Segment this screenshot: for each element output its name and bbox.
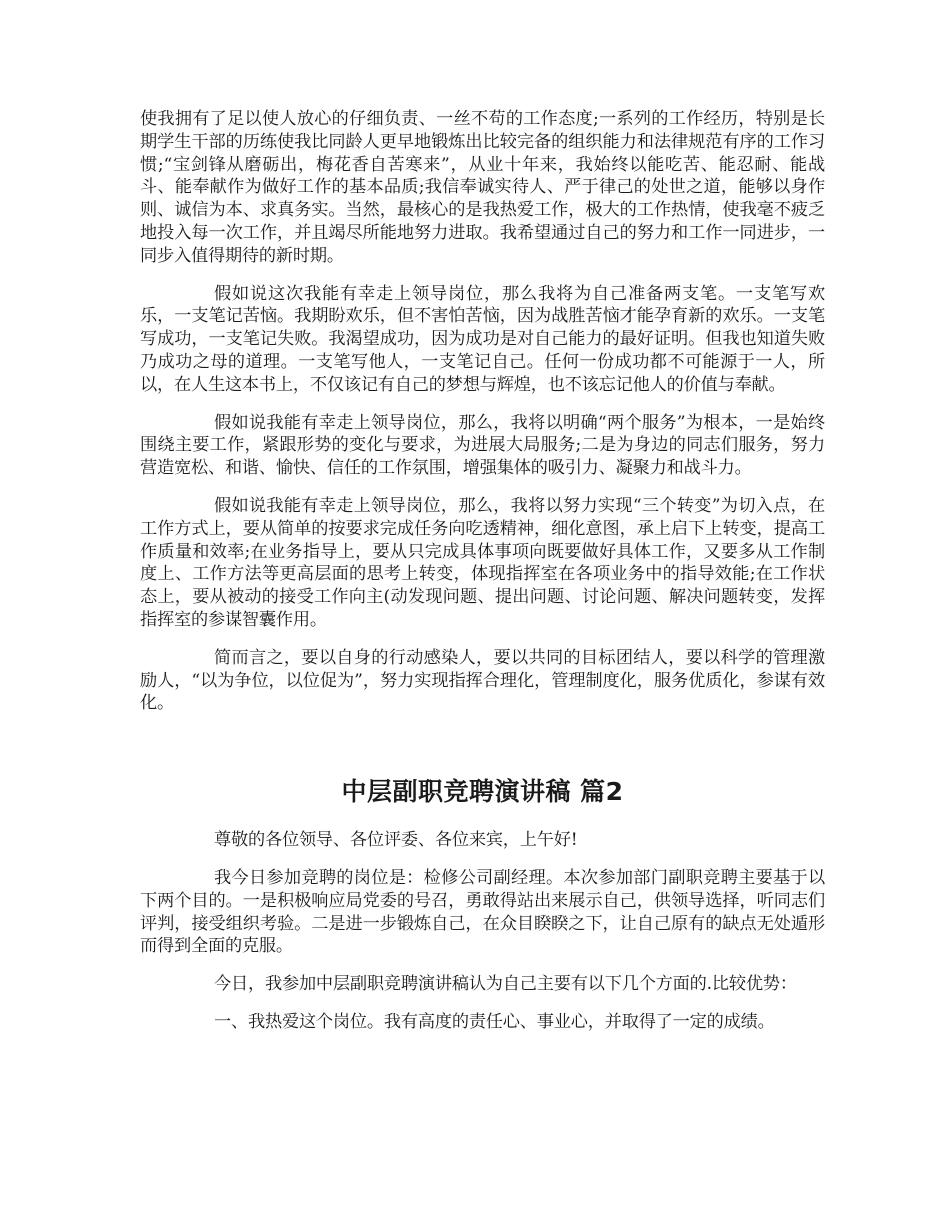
- paragraph-two-services: 假如说我能有幸走上领导岗位，那么，我将以明确“两个服务”为根本，一是始终围绕主要工作，紧跟形势的变化与要求，为进展大局服务;二是为身边的同志们服务，努力营造宽松、和谐、愉快、信任的工作氛围，增强集体的吸引力、凝聚力和战斗力。: [140, 412, 825, 479]
- section-heading: 中层副职竞聘演讲稿 篇2: [341, 777, 624, 807]
- paragraph-summary: 简而言之，要以自身的行动感染人，要以共同的目标团结人，要以科学的管理激励人，“以为争位，以位促为”，努力实现指挥合理化，管理制度化，服务优质化，参谋有效化。: [140, 647, 825, 714]
- paragraph-position: 我今日参加竞聘的岗位是：检修公司副经理。本次参加部门副职竞聘主要基于以下两个目的。一是积极响应局党委的号召，勇敢得站出来展示自己，供领导选择，听同志们评判，接受组织考验。二是进一步锻炼自己，在众目睽睽之下，让自己原有的缺点无处遁形而得到全面的克服。: [140, 867, 825, 957]
- document-page: [140, 108, 825, 1049]
- paragraph-work-attitude: 使我拥有了足以使人放心的仔细负责、一丝不苟的工作态度;一系列的工作经历，特别是长期学生干部的历练使我比同龄人更早地锻炼出比较完备的组织能力和法律规范有序的工作习惯;“宝剑锋从磨砺出，梅花香自苦寒来”，从业十年来，我始终以能吃苦、能忍耐、能战斗、能奉献作为做好工作的基本品质;我信奉诚实待人、严于律己的处世之道，能够以身作则、诚信为本、求真务实。当然，最核心的是我热爱工作，极大的工作热情，使我毫不疲乏地投入每一次工作，并且竭尽所能地努力进取。我希望通过自己的努力和工作一同进步，一同步入值得期待的新时期。: [140, 109, 825, 266]
- paragraph-greeting: 尊敬的各位领导、各位评委、各位来宾，上午好!: [214, 830, 578, 851]
- paragraph-advantage-one: 一、我热爱这个岗位。我有高度的责任心、事业心，并取得了一定的成绩。: [214, 1011, 775, 1032]
- paragraph-two-pens: 假如说这次我能有幸走上领导岗位，那么我将为自己准备两支笔。一支笔写欢乐，一支笔记苦恼。我期盼欢乐，但不害怕苦恼，因为战胜苦恼才能孕育新的欢乐。一支笔写成功，一支笔记失败。我渴望成功，因为成功是对自己能力的最好证明。但我也知道失败乃成功之母的道理。一支笔写他人，一支笔记自己。任何一份成功都不可能源于一人，所以，在人生这本书上，不仅该记有自己的梦想与辉煌，也不该忘记他人的价值与奉献。: [140, 283, 825, 395]
- paragraph-three-changes: 假如说我能有幸走上领导岗位，那么，我将以努力实现“三个转变”为切入点，在工作方式上，要从简单的按要求完成任务向吃透精神，细化意图，承上启下上转变，提高工作质量和效率;在业务指导上，要从只完成具体事项向既要做好具体工作，又要多从工作制度上、工作方法等更高层面的思考上转变，体现指挥室在各项业务中的指导效能;在工作状态上，要从被动的接受工作向主(动发现问题、提出问题、讨论问题、解决问题转变，发挥指挥室的参谋智囊作用。: [140, 495, 825, 630]
- paragraph-advantages-intro: 今日，我参加中层副职竞聘演讲稿认为自己主要有以下几个方面的.比较优势：: [214, 974, 797, 995]
